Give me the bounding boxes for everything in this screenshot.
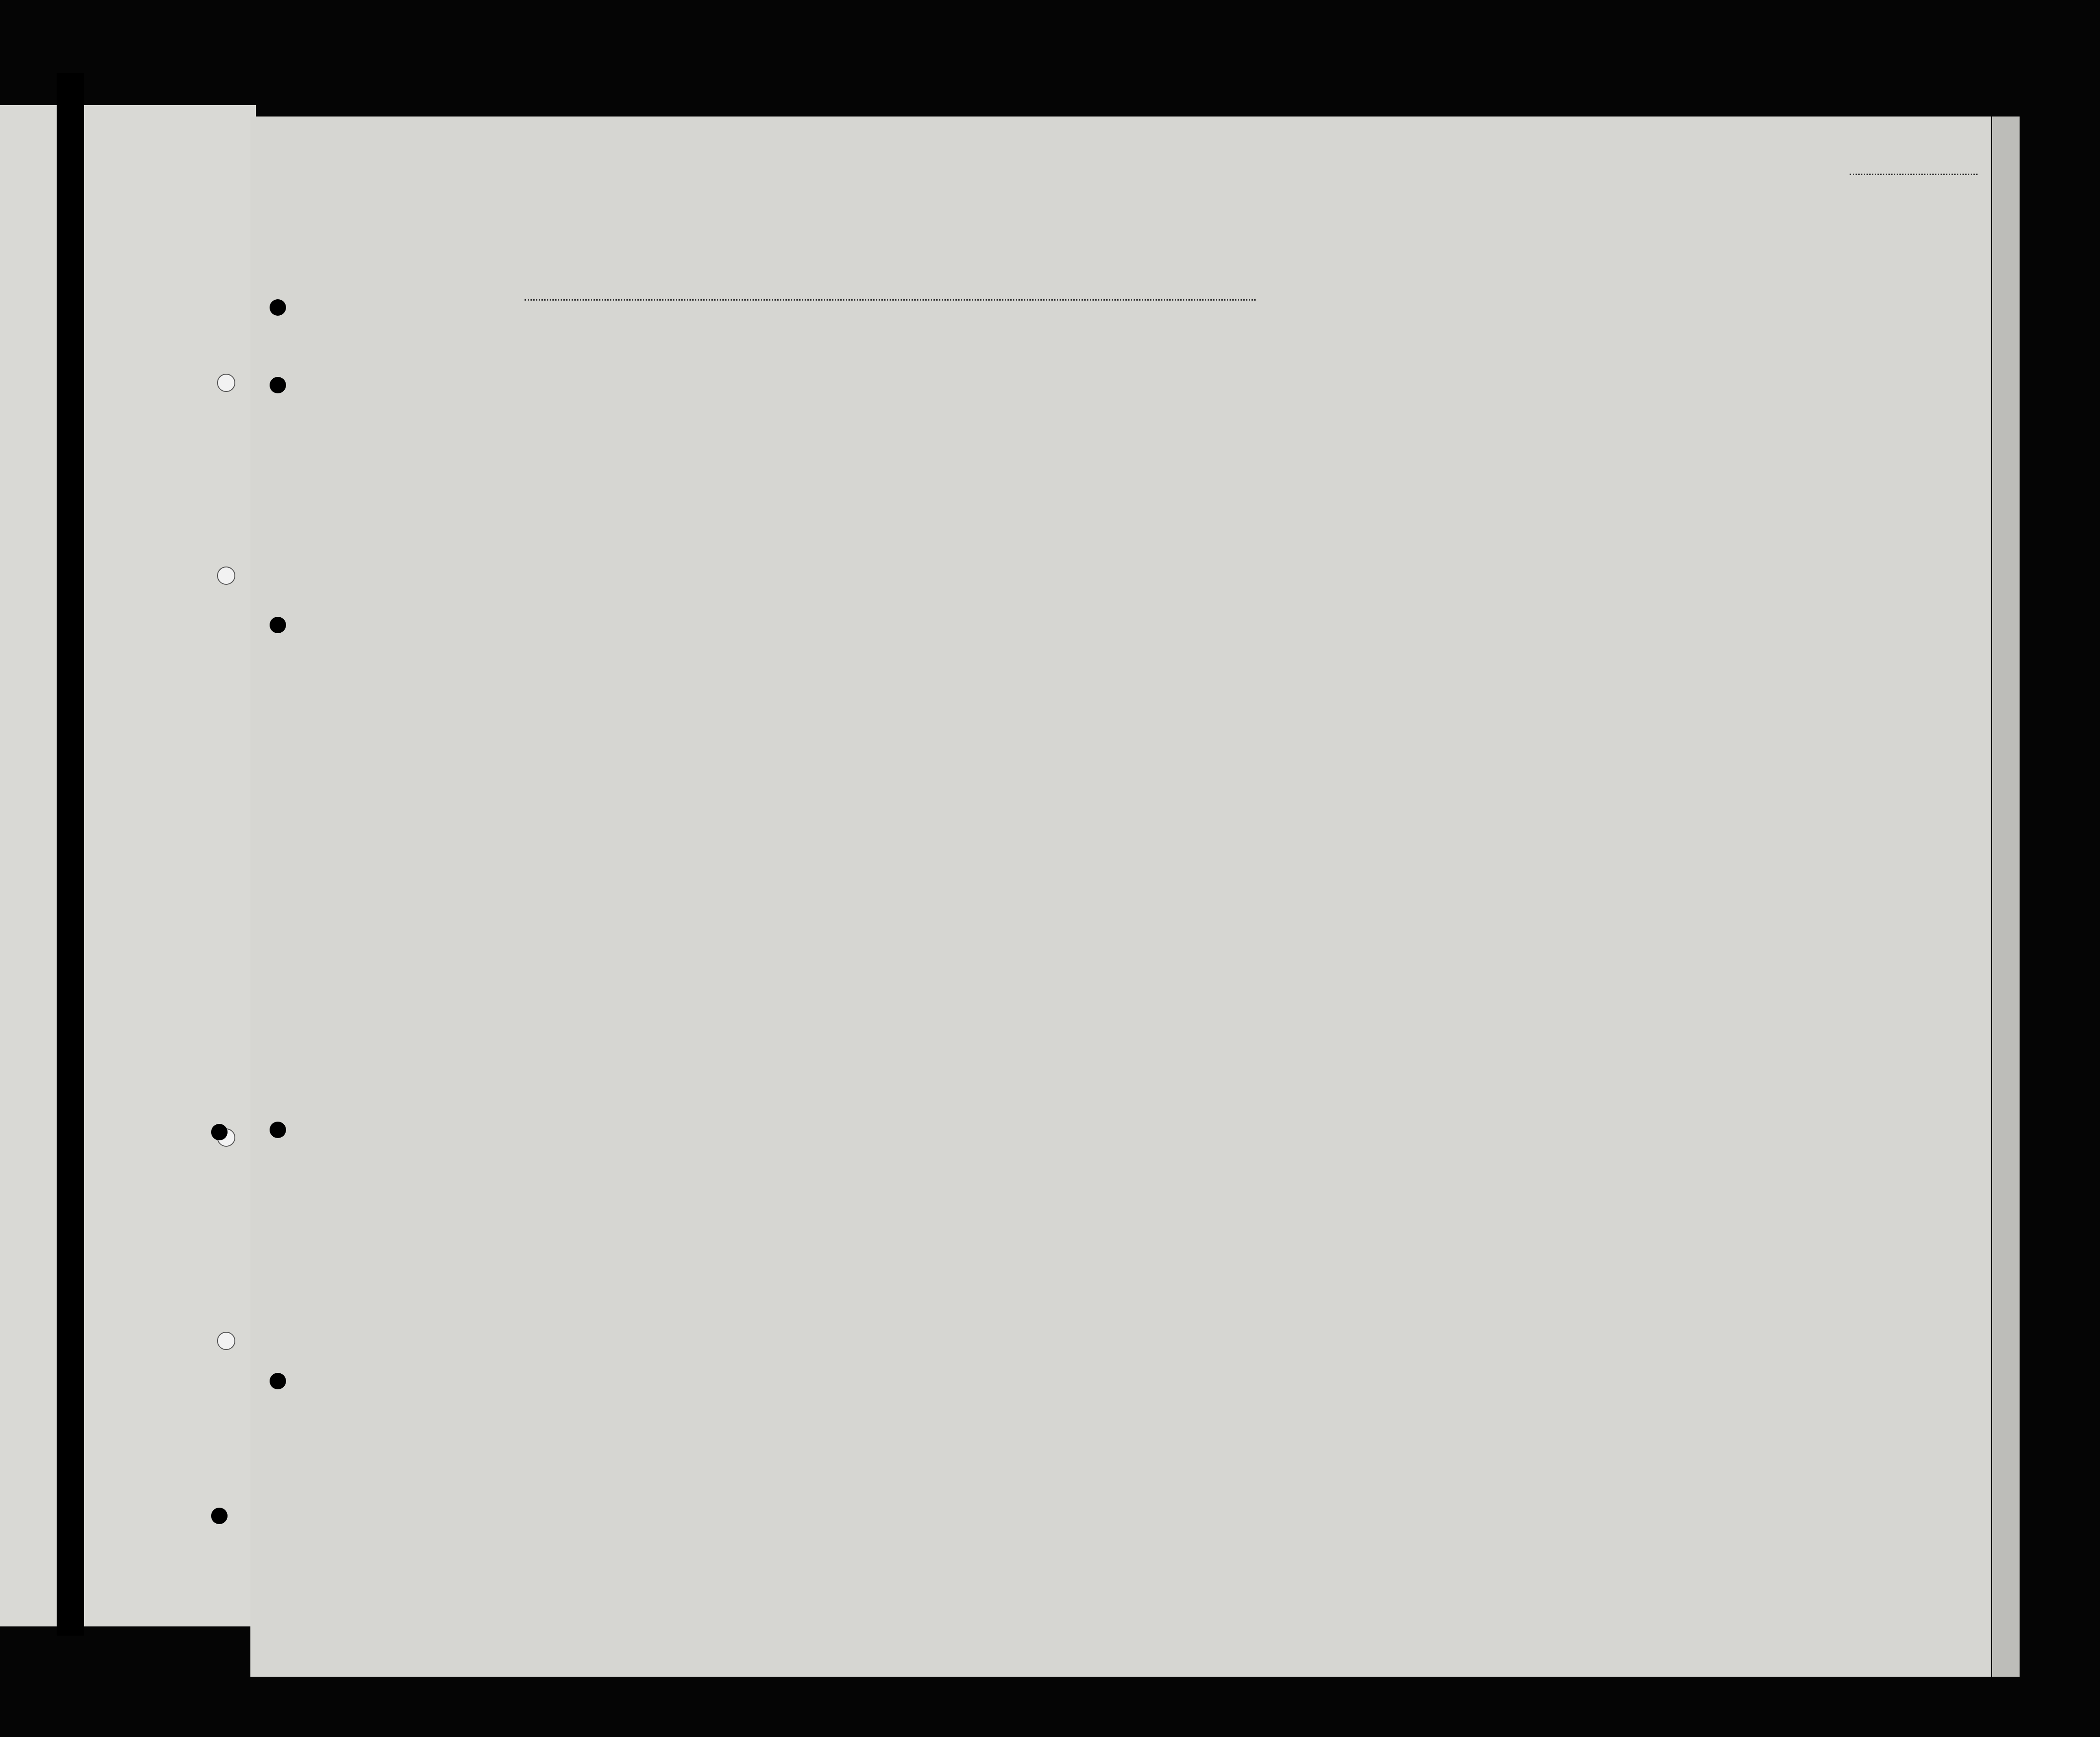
binder-hole (270, 1122, 286, 1138)
page-edge (1992, 117, 2020, 1677)
binder-hole (217, 1332, 235, 1350)
binder-hole (217, 567, 235, 585)
binder-hole (270, 299, 286, 316)
left-page (0, 105, 256, 1626)
binder-hole (211, 1508, 228, 1524)
binder-hole (211, 1124, 228, 1140)
binder-hole (270, 1373, 286, 1389)
binder-hole (270, 617, 286, 633)
book-spine (57, 73, 84, 1636)
manifest-page (250, 117, 1991, 1677)
binder-hole (270, 377, 286, 393)
binder-hole (217, 374, 235, 392)
